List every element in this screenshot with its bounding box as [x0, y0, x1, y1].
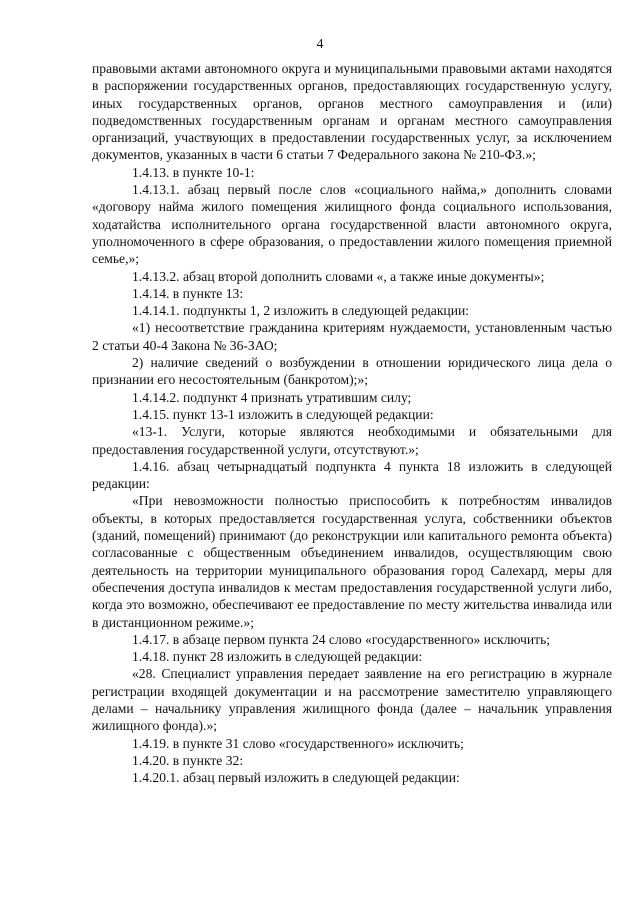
paragraph-1-4-14: 1.4.14. в пункте 13:	[132, 285, 244, 301]
paragraph-1-4-13-1: 1.4.13.1. абзац первый после слов «социального найма,» дополнить словами «договору найма жилого помещения жилищного фонда социального использования, ходатайства исполнительного органа государственной власти автономного округа, уполномоченного в сфере образования, о предоставлении жилого помещения приемной семье,»;	[92, 182, 612, 267]
paragraph-disability-access: «При невозможности полностью приспособить к потребностям инвалидов объекты, в которых предоставляется государственная услуга, собственники объектов (зданий, помещений) принимают (до реконструкции или капитального ремонта объекта) согласованные с общественным объединением инвалидов, осуществляющим свою деятельность на территории муниципального образования город Салехард, меры для обеспечения доступа инвалидов к местам предоставления государственной услуги либо, когда это возможно, обеспечивают ее предоставление по месту жительства инвалида или в дистанционном режиме.»;	[92, 493, 612, 630]
paragraph-1-4-18: 1.4.18. пункт 28 изложить в следующей редакции:	[132, 649, 423, 665]
paragraph-1-4-17: 1.4.17. в абзаце первом пункта 24 слово «государственного» исключить;	[132, 631, 551, 647]
paragraph-1-4-13-2: 1.4.13.2. абзац второй дополнить словами «, а также иные документы»;	[132, 268, 545, 284]
paragraph-1-4-14-1: 1.4.14.1. подпункты 1, 2 изложить в следующей редакции:	[132, 303, 470, 319]
paragraph-subitem-1: «1) несоответствие гражданина критериям нуждаемости, установленным частью 2 статьи 40-4 Закона № 36-ЗАО;	[92, 320, 612, 353]
paragraph-1-4-20: 1.4.20. в пункте 32:	[132, 752, 244, 768]
page-number: 4	[316, 37, 324, 52]
paragraph-1-4-14-2: 1.4.14.2. подпункт 4 признать утратившим силу;	[132, 389, 412, 405]
paragraph-1-4-19: 1.4.19. в пункте 31 слово «государственного» исключить;	[132, 735, 464, 751]
document-body	[92, 60, 612, 786]
paragraph-13-1-text: «13-1. Услуги, которые являются необходимыми и обязательными для предоставления государственной услуги, отсутствуют.»;	[92, 424, 612, 457]
paragraph-1-4-13: 1.4.13. в пункте 10-1:	[132, 164, 255, 180]
paragraph-1-4-20-1: 1.4.20.1. абзац первый изложить в следующей редакции:	[132, 770, 460, 786]
paragraph-continuation: правовыми актами автономного округа и муниципальными правовыми актами находятся в распоряжении государственных органов, предоставляющих государственную услугу, иных государственных органов, органов местного самоуправления и (или) подведомственных государственным органам и органам местного самоуправления организаций, участвующих в предоставлении государственных услуг, за исключением документов, указанных в части 6 статьи 7 Федерального закона № 210-ФЗ.»;	[92, 61, 612, 163]
paragraph-1-4-16: 1.4.16. абзац четырнадцатый подпункта 4 пункта 18 изложить в следующей редакции:	[92, 458, 612, 492]
paragraph-1-4-15: 1.4.15. пункт 13-1 изложить в следующей редакции:	[132, 406, 434, 422]
paragraph-28-text: «28. Специалист управления передает заявление на его регистрацию в журнале регистрации входящей документации и на рассмотрение заместителю управляющего делами – начальнику управления жилищного фонда (далее – начальник управления жилищного фонда).»;	[92, 666, 612, 734]
paragraph-subitem-2: 2) наличие сведений о возбуждении в отношении юридического лица дела о признании его несостоятельным (банкротом);»;	[92, 355, 612, 388]
